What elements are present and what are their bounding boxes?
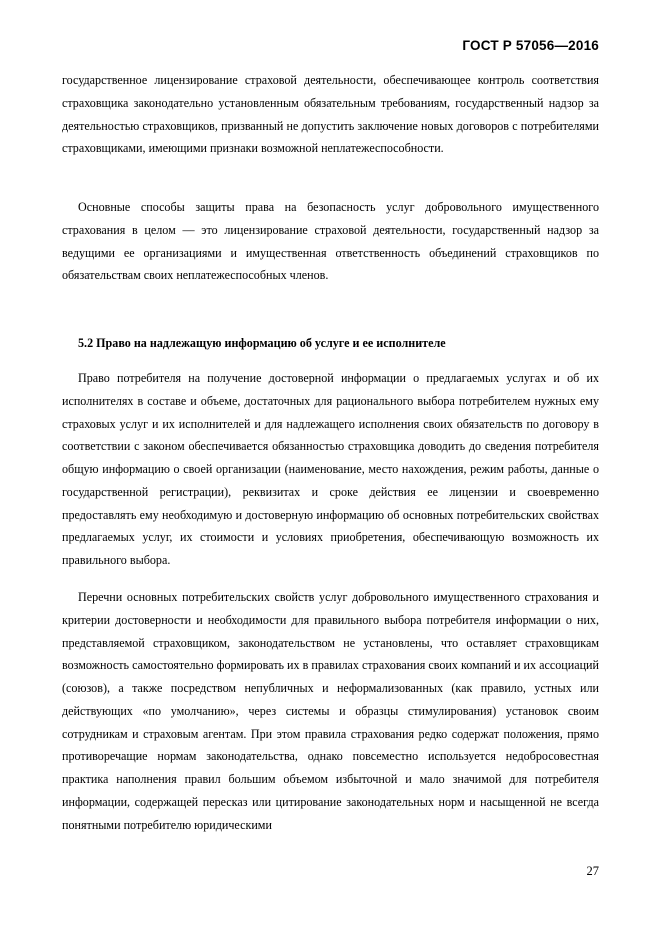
paragraph-text: Перечни основных потребительских свойств услуг добровольного имущественного страхования и критерии достоверности и необходимости для правильного выбора потребителя информации о них, представляемой страховщиком, законодательством не установлены, что оставляет страховщикам возможность самостоятельно формировать их в правилах страхования своих компаний и их ассоциаций (союзов), а также посредством непубличных и неформализованных (как правило, устных или действующих «по умолчанию», через системы и образцы стимулирования) установок своим сотрудникам и страховым агентам. При этом правила страхования редко содержат положения, прямо противоречащие нормам законодательства, однако повсеместно используется недобросовестная практика наполнения правил большим объемом избыточной и мало значимой для потребителя информации, содержащей пересказ или цитирование законодательных норм и насыщенной не всегда понятными потребителю юридическими [62, 590, 599, 832]
paragraph-protection-methods [62, 196, 599, 287]
paragraph-text: государственное лицензирование страховой деятельности, обеспечивающее контроль соответствия страховщика законодательно установленным обязательным требованиям, государственный надзор за деятельностью страховщиков, призванный не допустить заключение новых договоров с потребителями страховщиками, имеющими признаки возможной неплатежеспособности. [62, 73, 599, 156]
standard-header: ГОСТ Р 57056—2016 [462, 38, 599, 53]
section-heading: 5.2 Право на надлежащую информацию об услуге и ее исполнителе [78, 336, 446, 350]
paragraph-property-lists [62, 586, 599, 836]
page-number: 27 [586, 864, 599, 878]
paragraph-text: Основные способы защиты права на безопасность услуг добровольного имущественного страхования в целом — это лицензирование страховой деятельности, государственный надзор за ведущими ее организациями и имущественная ответственность объединений страховщиков по обязательствам своих неплатежеспособных членов. [62, 200, 599, 283]
paragraph-text: Право потребителя на получение достоверной информации о предлагаемых услугах и об их исполнителях в составе и объеме, достаточных для рационального выбора потребителем нужных ему страховых услуг и их исполнителей и для надлежащего исполнения своих обязательств по договору в соответствии с законом обеспечивается обязанностью страховщика доводить до сведения потребителя общую информацию о своей организации (наименование, место нахождения, режим работы, данные о государственной регистрации), реквизитах и сроке действия ее лицензии и своевременно предоставлять ему необходимую и достоверную информацию об основных потребительских свойствах предлагаемых услуг, их стоимости и условиях приобретения, обеспечивающую возможность их правильного выбора. [62, 371, 599, 567]
paragraph-information-right [62, 367, 599, 572]
paragraph-continuation [62, 69, 599, 160]
